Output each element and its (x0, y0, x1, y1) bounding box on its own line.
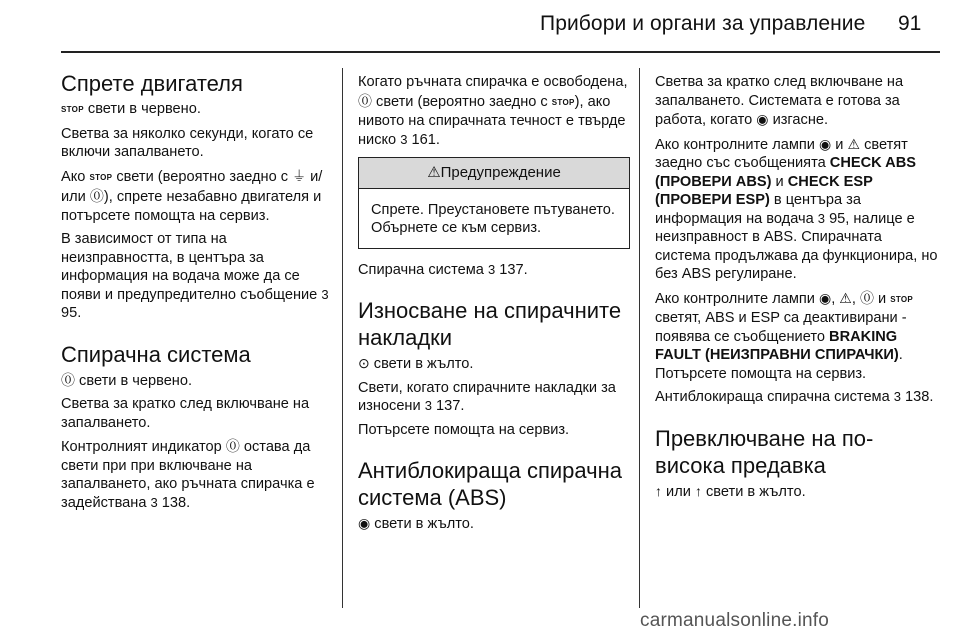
reference-arrow-icon: 3 (424, 398, 432, 413)
paragraph: Свети, когато спирачните накладки за износени 3 137. (358, 379, 616, 414)
paragraph: Антиблокираща спирачна система 3 138. (655, 389, 934, 405)
reference-arrow-icon: 3 (487, 261, 496, 277)
section-heading-brake-pads: Износване на спирачните накладки (358, 298, 622, 350)
paragraph: Ако STOP свети (вероятно заедно с ⏚ и/или ⓪), спрете незабавно двигателя и потърсете помощта на сервиз. (61, 167, 323, 224)
engine-temperature-icon: ⏚ (292, 167, 307, 184)
paragraph: Когато ръчната спирачка е освободена, ⓪ свети (вероятно заедно с STOP), ако нивото на спирачната течност е твърде ниско 3 161. (358, 74, 628, 148)
upshift-icon: ↑ (655, 482, 662, 499)
brake-icon: ⓪ (89, 188, 104, 204)
paragraph: ⊙ свети в жълто. (358, 355, 474, 372)
stop-icon: STOP (551, 97, 575, 107)
brake-icon: ⓪ (225, 438, 240, 454)
stop-icon: STOP (61, 105, 84, 114)
stop-icon: STOP (890, 294, 914, 304)
paragraph: ↑ или ↑ свети в жълто. (655, 482, 806, 500)
brake-icon: ⓪ (358, 92, 372, 109)
upshift-icon: ↑ (694, 482, 702, 499)
paragraph: Светва за няколко секунди, когато се включи запалването. (61, 125, 314, 160)
paragraph: STOP свети в червено. (61, 101, 201, 117)
esp-icon: ⚠ (847, 135, 861, 152)
paragraph: ◉ свети в жълто. (358, 515, 474, 532)
paragraph: Спирачна система 3 137. (358, 261, 528, 278)
section-heading-abs: Антиблокираща спирачна система (ABS) (358, 458, 622, 510)
paragraph: Ако контролните лампи ◉ и ⚠ светят заедно със съобщенията CHECK ABS (ПРОВЕРИ ABS) и CHECK ESP (ПРОВЕРИ ESP) в центъра за информация на водача 3 95, налице е неизправност в ABS. Спирачната система продължава да функционира, но без ABS регулиране. (655, 135, 938, 282)
abs-icon: ◉ (818, 289, 832, 306)
watermark: carmanualsonline.info (640, 610, 830, 631)
reference-arrow-icon: 3 (817, 210, 826, 226)
reference-arrow-icon: 3 (150, 494, 158, 510)
section-heading-upshift: Превключване на по-висока предавка (655, 425, 874, 478)
reference-arrow-icon: 3 (893, 389, 901, 404)
column-2 (358, 73, 630, 539)
brake-icon: ⓪ (61, 371, 75, 388)
reference-arrow-icon: 3 (321, 286, 329, 302)
warning-triangle-icon: ⚠ (427, 164, 441, 181)
abs-icon: ◉ (358, 515, 371, 531)
warning-text: Спрете. Преустановете пътуването. Обърнете се към сервиз. (371, 201, 615, 236)
paragraph: Контролният индикатор ⓪ остава да свети при при включване на запалването, ако ръчната спирачка е задействана 3 138. (61, 438, 315, 511)
column-1 (61, 70, 333, 517)
column-3 (655, 73, 940, 506)
stop-icon: STOP (89, 172, 113, 182)
paragraph: Потърсете помощта на сервиз. (358, 421, 570, 438)
brake-pad-wear-icon: ⊙ (358, 355, 370, 371)
page-title: Прибори и органи за управление (540, 12, 866, 35)
warning-box (358, 157, 630, 249)
paragraph: В зависимост от типа на неизправността, в центъра за информация на водача може да се появи и предупредително съобщение 3 95. (61, 231, 329, 321)
paragraph: Светва за кратко след включване на запалването. Системата е готова за работа, когато ◉ изгасне. (655, 74, 904, 128)
column-divider-1 (342, 68, 343, 608)
paragraph: Светва за кратко след включване на запалването. (61, 396, 310, 431)
paragraph: ⓪ свети в червено. (61, 371, 193, 389)
reference-arrow-icon: 3 (400, 131, 408, 147)
section-heading-brake-system: Спирачна система (61, 341, 251, 367)
page-number: 91 (898, 12, 922, 35)
abs-icon: ◉ (756, 111, 769, 127)
column-divider-2 (639, 68, 640, 608)
paragraph: Ако контролните лампи ◉, ⚠, ⓪ и STOP светят, ABS и ESP са деактивирани - появява се съобщението BRAKING FAULT (НЕИЗПРАВНИ СПИРАЧКИ). Потърсете помощта на сервиз. (655, 289, 914, 382)
esp-icon: ⚠ (839, 289, 852, 306)
section-heading-stop-engine: Спрете двигателя (61, 71, 243, 96)
warning-header: ⚠Предупреждение (359, 158, 629, 189)
header-divider (61, 51, 940, 53)
abs-icon: ◉ (818, 135, 832, 152)
brake-icon: ⓪ (859, 289, 874, 306)
